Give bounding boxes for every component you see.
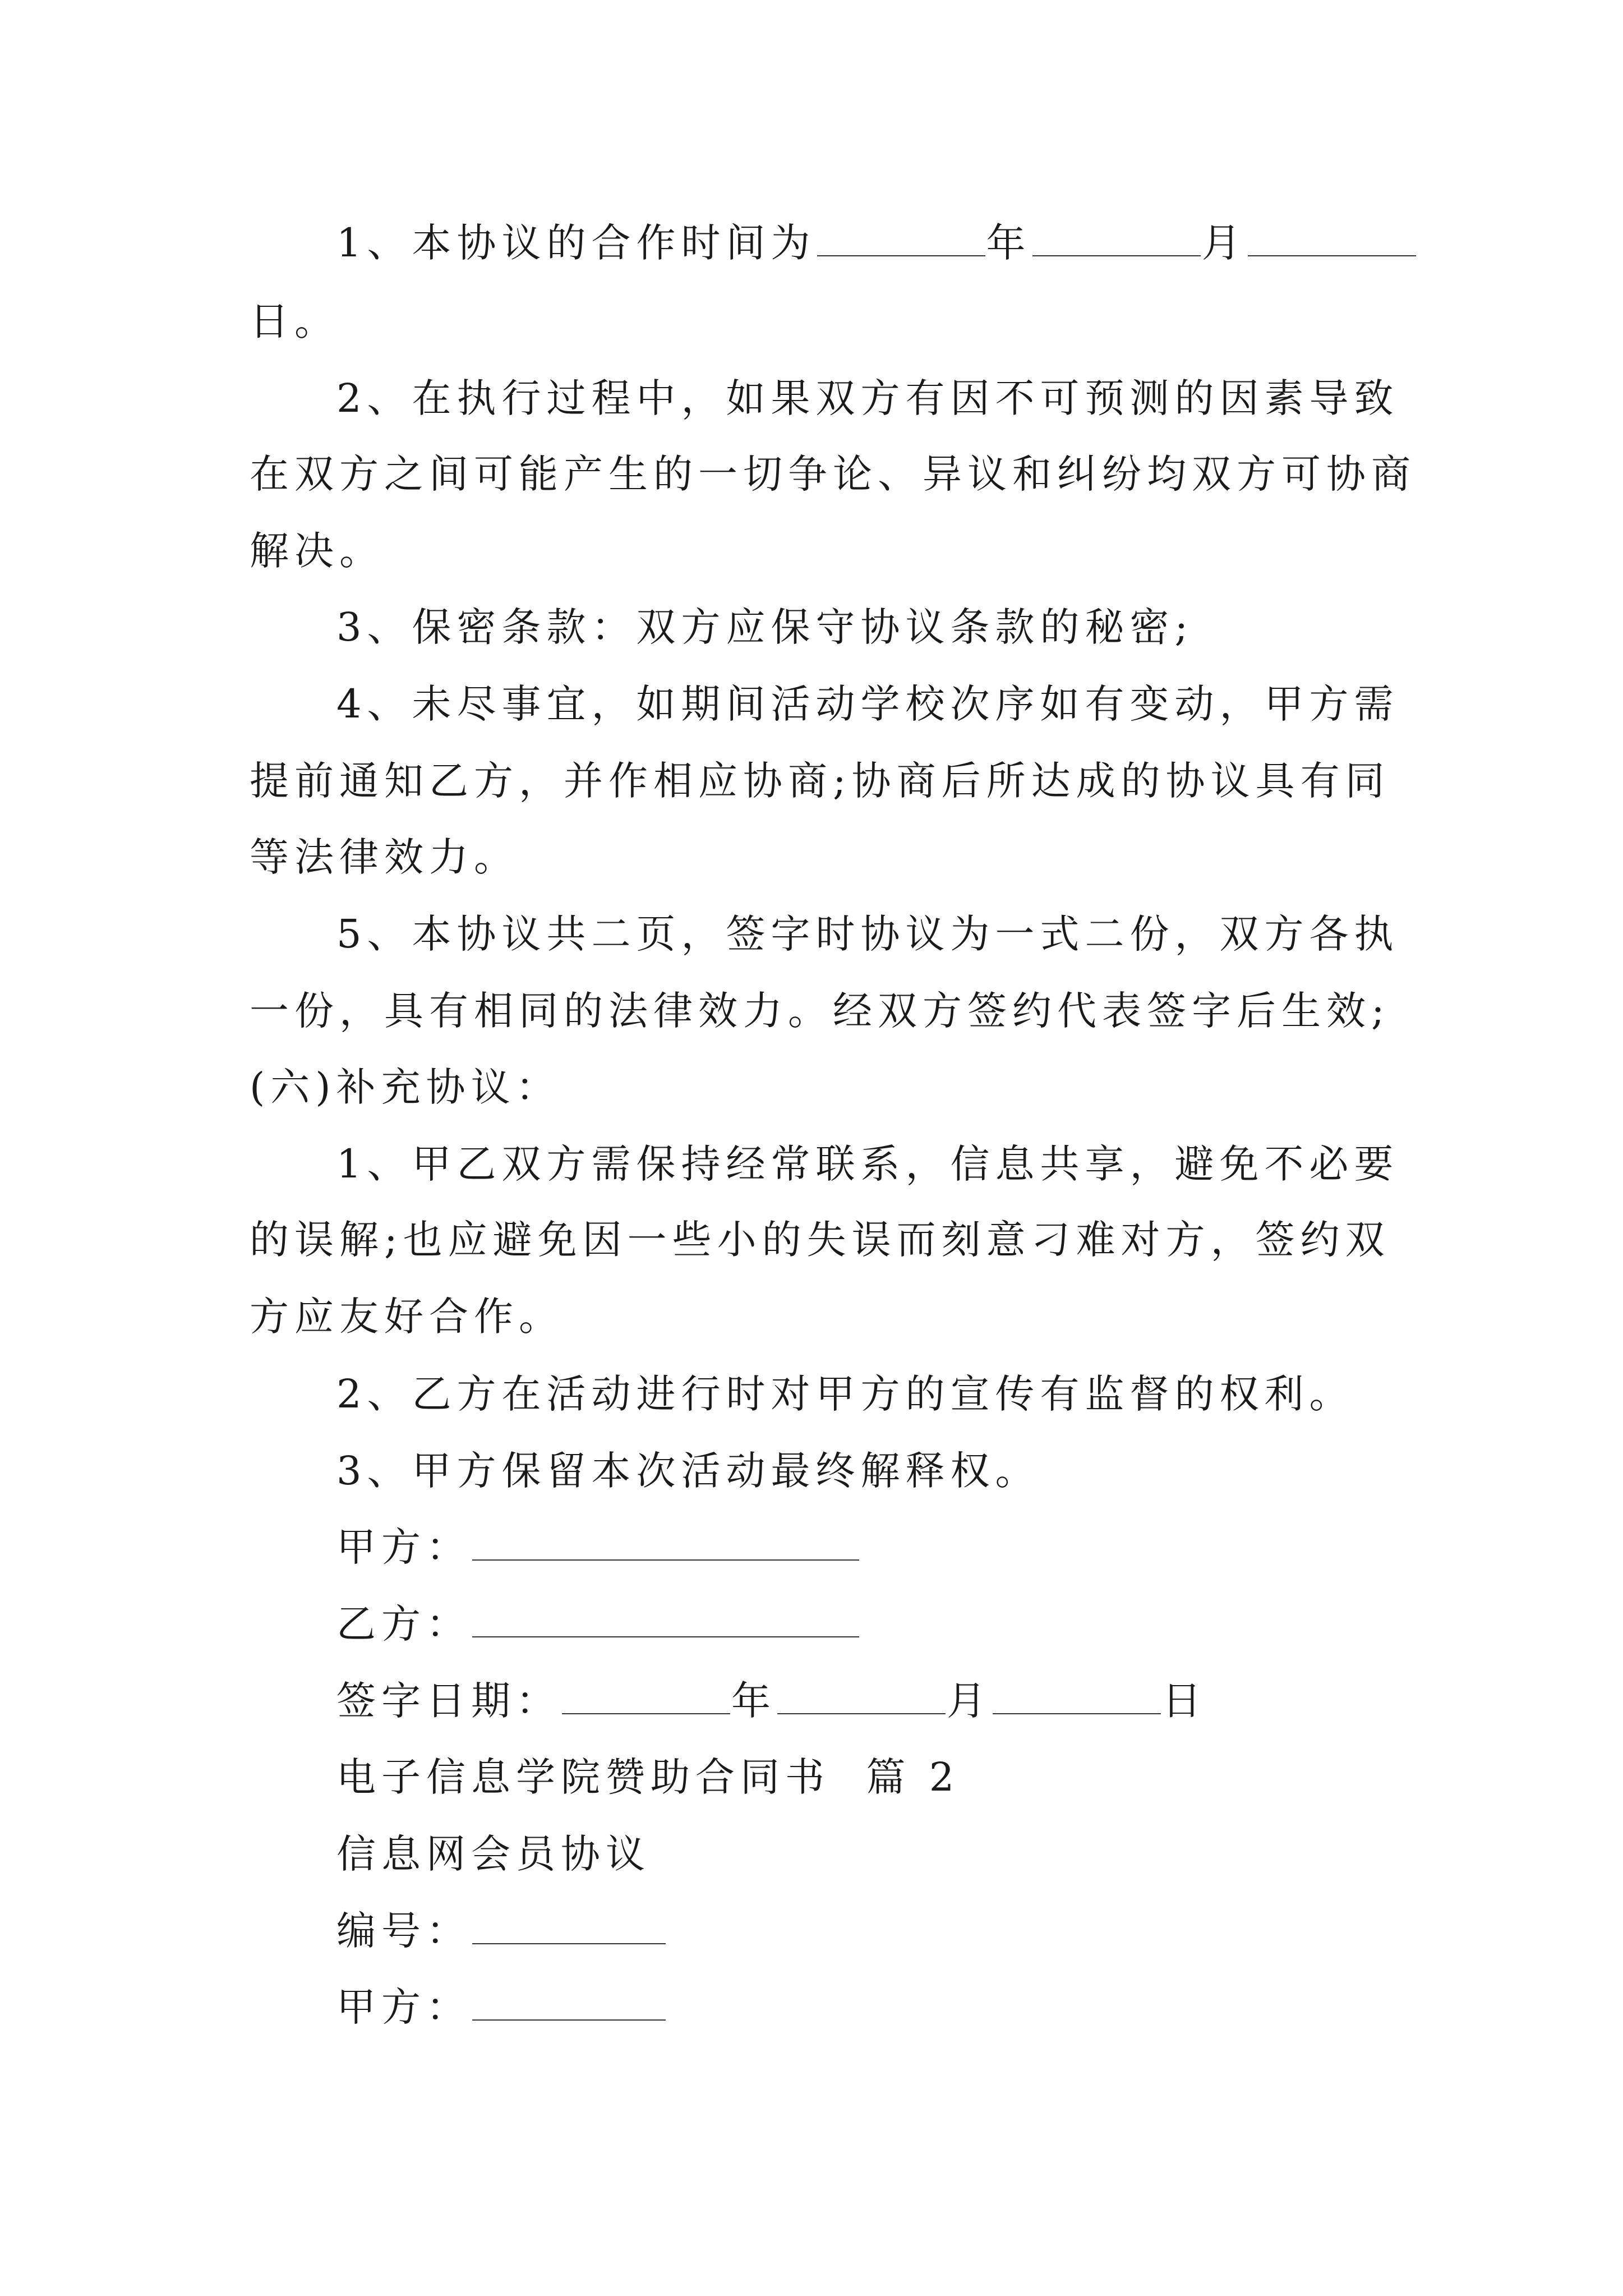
section-2-title: 电子信息学院赞助合同书 篇 2 (336, 1754, 960, 1800)
clause-4-line-1: 4、未尽事宜，如期间活动学校次序如有变动，甲方需 (336, 681, 1399, 727)
party-b-label: 乙方： (336, 1601, 471, 1647)
clause-1-cont: 日。 (250, 298, 339, 344)
supp-2-line: 2、乙方在活动进行时对甲方的宣传有监督的权利。 (336, 1371, 1354, 1417)
signing-year-blank (562, 1674, 730, 1714)
section-2-party-a-label: 甲方： (336, 1984, 471, 2030)
clause-2-line-2: 在双方之间可能产生的一切争论、异议和纠纷均双方可协商 (250, 451, 1416, 497)
month-blank (1032, 216, 1201, 256)
party-a-blank (472, 1520, 859, 1561)
section-2-party-a (336, 1979, 667, 2035)
clause-5-line-1: 5、本协议共二页，签字时协议为一式二份，双方各执 (336, 911, 1399, 957)
signing-month-label: 月 (947, 1678, 992, 1724)
clause-4-line-2: 提前通知乙方，并作相应协商;协商后所达成的协议具有同 (250, 758, 1390, 804)
year-blank (817, 216, 985, 256)
supplementary-heading: (六)补充协议： (250, 1064, 561, 1110)
day-blank (1248, 216, 1416, 256)
year-label: 年 (986, 220, 1031, 266)
party-a-signature (336, 1519, 860, 1575)
number-blank (472, 1904, 666, 1944)
supp-1-line-3: 方应友好合作。 (250, 1294, 564, 1340)
clause-4-line-3: 等法律效力。 (250, 834, 519, 880)
party-a-label: 甲方： (336, 1524, 471, 1570)
month-label: 月 (1201, 220, 1247, 266)
number-field (336, 1903, 667, 1959)
section-2-subtitle: 信息网会员协议 (336, 1831, 651, 1877)
supp-1-line-1: 1、甲乙双方需保持经常联系，信息共享，避免不必要 (336, 1141, 1399, 1187)
clause-2-line-3: 解决。 (250, 528, 384, 574)
supp-3-line: 3、甲方保留本次活动最终解释权。 (336, 1448, 1040, 1494)
signing-date-label: 签字日期： (336, 1678, 561, 1724)
clause-3-line: 3、保密条款：双方应保守协议条款的秘密; (336, 604, 1194, 650)
signing-date (336, 1673, 1207, 1729)
clause-2-line-1: 2、在执行过程中，如果双方有因不可预测的因素导致 (336, 375, 1399, 421)
clause-1-line (336, 215, 1417, 271)
signing-month-blank (777, 1674, 946, 1714)
signing-day-blank (993, 1674, 1161, 1714)
section-2-party-a-blank (472, 1980, 666, 2021)
supp-1-line-2: 的误解;也应避免因一些小的失误而刻意刁难对方，签约双 (250, 1217, 1390, 1263)
clause-1-text: 1、本协议的合作时间为 (336, 220, 816, 266)
clause-5-line-2: 一份，具有相同的法律效力。经双方签约代表签字后生效; (250, 988, 1390, 1034)
party-b-signature (336, 1596, 860, 1652)
number-label: 编号： (336, 1908, 471, 1954)
signing-day-label: 日 (1162, 1678, 1207, 1724)
signing-year-label: 年 (731, 1678, 776, 1724)
party-b-blank (472, 1597, 859, 1637)
